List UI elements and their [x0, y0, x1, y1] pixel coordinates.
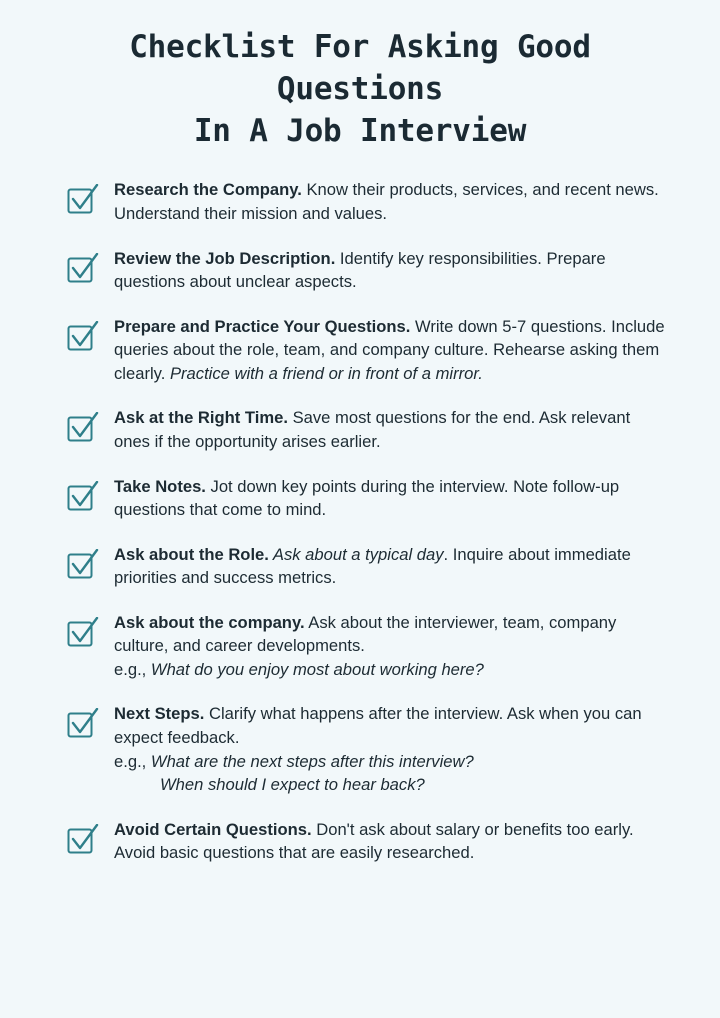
list-item-heading: Review the Job Description. — [114, 248, 336, 268]
list-item-heading: Research the Company. — [114, 180, 302, 200]
list-item — [66, 702, 666, 796]
list-item-example-continued — [114, 773, 666, 797]
list-item — [66, 543, 666, 590]
list-item — [66, 406, 666, 453]
list-item — [66, 611, 666, 682]
checkmark-box-icon[interactable] — [66, 549, 100, 579]
checkmark-box-icon[interactable] — [66, 481, 100, 511]
checkmark-box-icon[interactable] — [66, 184, 100, 214]
list-item — [66, 818, 666, 865]
list-item-heading: Ask about the company. — [114, 612, 305, 632]
list-item-italic: Practice with a friend or in front of a mirror. — [169, 363, 483, 383]
list-item-example — [114, 750, 666, 774]
list-item-heading: Prepare and Practice Your Questions. — [114, 316, 411, 336]
list-item-example-text: What are the next steps after this interview? — [150, 751, 474, 771]
list-item-body: Know their products, services, and recent news. Understand their mission and values. — [114, 180, 659, 224]
checkmark-box-icon[interactable] — [66, 321, 100, 351]
list-item — [66, 315, 666, 386]
checkmark-box-icon[interactable] — [66, 617, 100, 647]
list-item-body: Clarify what happens after the interview. Ask when you can expect feedback. — [114, 704, 642, 748]
list-item-italic: Ask about a typical day — [268, 544, 444, 564]
list-item-body: Ask about the interviewer, team, company culture, and career developments. — [114, 612, 617, 656]
list-item-body: Don't ask about salary or benefits too early. Avoid basic questions that are easily researched. — [114, 819, 634, 863]
list-item-body: . Inquire about immediate priorities and success metrics. — [114, 544, 631, 588]
list-item-text — [114, 475, 666, 522]
list-item-heading: Take Notes. — [114, 476, 206, 496]
checkmark-box-icon[interactable] — [66, 412, 100, 442]
list-item-heading: Avoid Certain Questions. — [114, 819, 312, 839]
list-item-text — [114, 178, 666, 225]
page-title-line-2: In A Job Interview — [193, 113, 527, 150]
list-item-body: Write down 5-7 questions. Include queries about the role, team, and company culture. Rehearse asking them clearly. — [114, 316, 665, 383]
checklist-items — [44, 178, 676, 864]
list-item-heading: Next Steps. — [114, 704, 205, 724]
list-item-example-label: e.g., — [114, 751, 151, 771]
list-item-body: Jot down key points during the interview. Note follow-up questions that come to mind. — [114, 476, 620, 520]
list-item-body: Save most questions for the end. Ask relevant ones if the opportunity arises earlier. — [114, 408, 631, 451]
list-item — [66, 178, 666, 225]
list-item-example — [114, 658, 666, 682]
checkmark-box-icon[interactable] — [66, 824, 100, 854]
list-item-text — [114, 702, 666, 796]
list-item-text — [114, 543, 666, 590]
list-item-text — [114, 611, 666, 682]
list-item-example-text: What do you enjoy most about working here? — [150, 659, 484, 679]
checkmark-box-icon[interactable] — [66, 708, 100, 738]
list-item-text — [114, 818, 666, 865]
list-item-body: Identify key responsibilities. Prepare questions about unclear aspects. — [114, 248, 606, 292]
checkmark-box-icon[interactable] — [66, 253, 100, 283]
list-item-example-label: e.g., — [114, 659, 151, 679]
list-item — [66, 247, 666, 294]
page-title-line-1: Checklist For Asking Good Questions — [129, 29, 591, 108]
list-item-text — [114, 315, 666, 386]
list-item-heading: Ask about the Role. — [114, 544, 269, 564]
list-item-heading: Ask at the Right Time. — [114, 408, 288, 428]
list-item-example-text-2: When should I expect to hear back? — [160, 775, 425, 795]
list-item-text — [114, 406, 666, 453]
list-item — [66, 475, 666, 522]
page-title — [44, 26, 676, 152]
list-item-text — [114, 247, 666, 294]
